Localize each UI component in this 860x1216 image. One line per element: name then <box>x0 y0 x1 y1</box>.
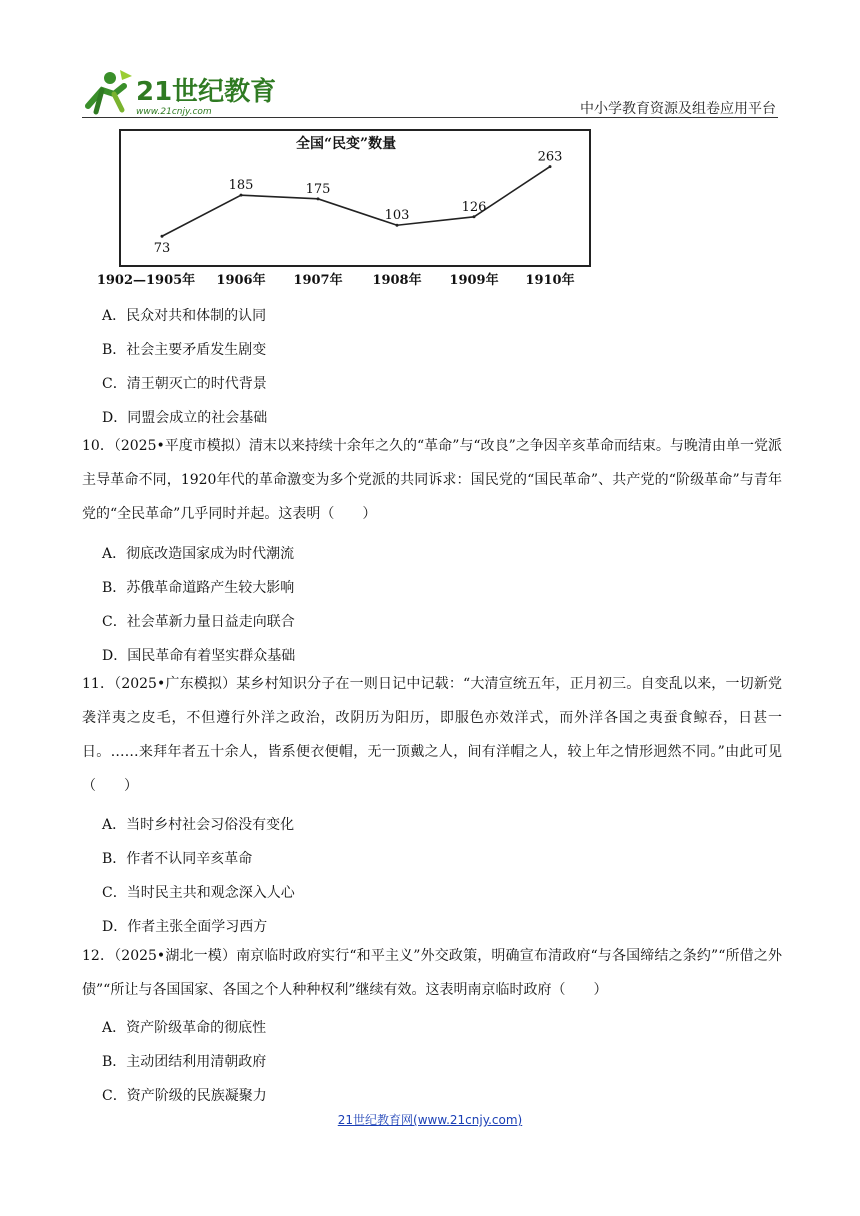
data-point <box>161 235 164 238</box>
platform-name: 中小学教育资源及组卷应用平台 <box>580 101 776 117</box>
logo-text: 21世纪教育 <box>136 77 277 107</box>
runner-logo-icon <box>88 70 132 112</box>
q12-option-b: B．主动团结利用清朝政府 <box>102 1054 267 1070</box>
q11-option-b: B．作者不认同辛亥革命 <box>102 851 253 867</box>
series-line <box>162 167 550 237</box>
x-tick-label: 1908年 <box>372 273 422 288</box>
data-label: 73 <box>153 241 171 257</box>
uprising-chart <box>96 128 596 288</box>
q9-option-b: B．社会主要矛盾发生剧变 <box>102 342 267 358</box>
data-point <box>473 215 476 218</box>
data-point <box>317 197 320 200</box>
q10-option-d: D．国民革命有着坚实群众基础 <box>102 648 296 664</box>
q11-option-d: D．作者主张全面学习西方 <box>102 919 268 935</box>
q12-option-a: A．资产阶级革命的彻底性 <box>102 1020 267 1036</box>
q10-option-c: C．社会革新力量日益走向联合 <box>102 614 295 630</box>
x-tick-label: 1910年 <box>525 273 575 288</box>
data-label: 185 <box>228 178 254 194</box>
data-point <box>396 224 399 227</box>
data-point <box>549 165 552 168</box>
q9-option-a: A．民众对共和体制的认同 <box>102 308 267 324</box>
logo-url: www.21cnjy.com <box>136 107 212 117</box>
q10-option-b: B．苏俄革命道路产生较大影响 <box>102 580 295 596</box>
q12-stem: 12．（2025•湖北一模）南京临时政府实行“和平主义”外交政策，明确宣布清政府“与各国缔结之条约”“所借之外债”“所让与各国国家、各国之个人种种权利”继续有效。这表明南京临时政府（ ） <box>82 948 782 998</box>
data-label: 175 <box>305 181 331 197</box>
data-point <box>240 194 243 197</box>
data-label: 103 <box>384 208 410 224</box>
footer-link[interactable]: 21世纪教育网(www.21cnjy.com) <box>337 1113 523 1127</box>
q11-option-c: C．当时民主共和观念深入人心 <box>102 885 295 901</box>
x-tick-label: 1909年 <box>449 273 499 288</box>
data-label: 126 <box>461 199 487 215</box>
chart-svg <box>96 128 596 288</box>
q11-stem: 11．（2025•广东模拟）某乡村知识分子在一则日记中记载：“大清宣统五年，正月初三。自变乱以来，一切新党袭洋夷之皮毛，不但遵行外洋之政治，改阴历为阳历，即服色亦效洋式，而外洋各国之夷蚕食鲸吞，日甚一日。……来拜年者五十余人，皆系便衣便帽，无一顶戴之人，间有洋帽之人，较上年之情形迥然不同。”由此可见（ ） <box>82 676 782 794</box>
x-tick-label: 1907年 <box>293 273 343 288</box>
q9-option-d: D．同盟会成立的社会基础 <box>102 410 268 426</box>
x-tick-label: 1902—1905年 <box>96 273 196 288</box>
header-divider <box>82 117 778 118</box>
q10-stem: 10．（2025•平度市模拟）清末以来持续十余年之久的“革命”与“改良”之争因辛亥革命而结束。与晚清由单一党派主导革命不同，1920年代的革命激变为多个党派的共同诉求：国民党的“国民革命”、共产党的“阶级革命”与青年党的“全民革命”几乎同时并起。这表明（ ） <box>82 438 782 522</box>
site-logo <box>80 64 277 120</box>
x-tick-label: 1906年 <box>216 273 266 288</box>
q11-option-a: A．当时乡村社会习俗没有变化 <box>102 817 295 833</box>
q12-option-c: C．资产阶级的民族凝聚力 <box>102 1088 267 1104</box>
chart-title: 全国“民变”数量 <box>296 136 397 152</box>
q9-option-c: C．清王朝灭亡的时代背景 <box>102 376 267 392</box>
data-label: 263 <box>537 149 563 165</box>
q10-option-a: A．彻底改造国家成为时代潮流 <box>102 546 295 562</box>
